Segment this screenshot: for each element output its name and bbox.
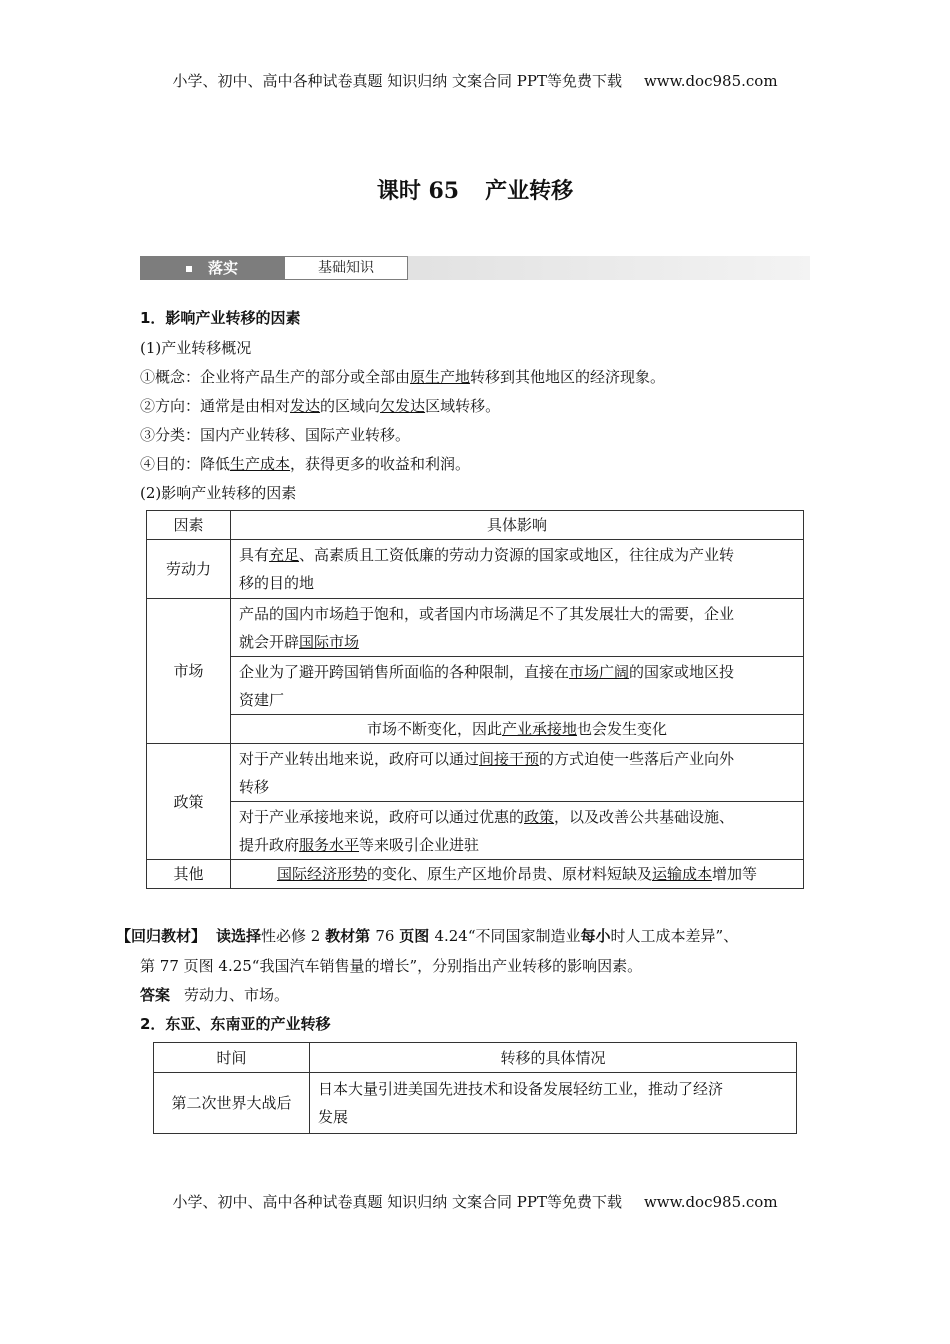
page-header <box>0 70 950 91</box>
concept-line: ①概念：企业将产品生产的部分或全部由原生产地转移到其他地区的经济现象。 <box>140 368 666 386</box>
time-cell: 第二次世界大战后 <box>154 1073 310 1134</box>
header-cell: 时间 <box>154 1043 310 1073</box>
recall-textbook-line-2: 第 77 页图 4.25“我国汽车销售量的增长”，分别指出产业转移的影响因素。 <box>140 957 643 975</box>
table-row <box>147 860 804 889</box>
subheading-2: (2)影响产业转移的因素 <box>140 484 297 502</box>
footer-text: 小学、初中、高中各种试卷真题 知识归纳 文案合同 PPT等免费下载 <box>172 1193 622 1211</box>
factor-cell: 市场 <box>147 599 231 744</box>
banner-light: 基础知识 <box>284 256 408 280</box>
classification-line: ③分类：国内产业转移、国际产业转移。 <box>140 426 411 444</box>
header-url[interactable]: www.doc985.com <box>643 72 778 90</box>
header-text: 小学、初中、高中各种试卷真题 知识归纳 文案合同 PPT等免费下载 <box>172 72 622 90</box>
section-2-heading: 2．东亚、东南亚的产业转移 <box>140 1015 331 1033</box>
transfer-table <box>153 1042 797 1134</box>
header-cell: 具体影响 <box>231 511 804 540</box>
footer-url[interactable]: www.doc985.com <box>643 1193 778 1211</box>
header-cell: 转移的具体情况 <box>310 1043 797 1073</box>
table-row <box>154 1073 797 1134</box>
impact-cell: 具有充足、高素质且工资低廉的劳动力资源的国家或地区，往往成为产业转 移的目的地 <box>231 540 804 599</box>
answer-line: 答案 劳动力、市场。 <box>140 986 290 1004</box>
subheading-1: (1)产业转移概况 <box>140 339 252 357</box>
detail-cell: 日本大量引进美国先进技术和设备发展轻纺工业，推动了经济 发展 <box>310 1073 797 1134</box>
factor-cell: 劳动力 <box>147 540 231 599</box>
section-banner <box>140 256 810 280</box>
lesson-number: 课时 65 <box>376 178 460 204</box>
purpose-line: ④目的：降低生产成本，获得更多的收益和利润。 <box>140 455 471 473</box>
table-header-row <box>154 1043 797 1073</box>
impact-cell: 对于产业承接地来说，政府可以通过优惠的政策，以及改善公共基础设施、 提升政府服务水平等来吸引企业进驻 <box>231 802 804 860</box>
table-row <box>147 744 804 802</box>
page-title <box>0 174 950 205</box>
table-row <box>147 715 804 744</box>
section-1-heading: 1．影响产业转移的因素 <box>140 309 301 327</box>
square-icon <box>186 266 192 272</box>
recall-textbook-line-1: 【回归教材】 读选择性必修 2 教材第 76 页图 4.24“不同国家制造业每小时人工成本差异”、 <box>116 927 739 945</box>
table-header-row <box>147 511 804 540</box>
impact-cell: 市场不断变化，因此产业承接地也会发生变化 <box>231 715 804 744</box>
lesson-name: 产业转移 <box>485 179 574 204</box>
banner-dark-label: 落实 <box>207 259 238 277</box>
impact-cell: 企业为了避开跨国销售所面临的各种限制，直接在市场广阔的国家或地区投 资建厂 <box>231 657 804 715</box>
impact-cell: 国际经济形势的变化、原生产区地价昂贵、原材料短缺及运输成本增加等 <box>231 860 804 889</box>
impact-cell: 产品的国内市场趋于饱和，或者国内市场满足不了其发展壮大的需要，企业 就会开辟国际市场 <box>231 599 804 657</box>
table-row <box>147 540 804 599</box>
page-footer <box>0 1191 950 1212</box>
table-row <box>147 657 804 715</box>
factor-cell: 政策 <box>147 744 231 860</box>
table-row <box>147 599 804 657</box>
table-row <box>147 802 804 860</box>
factor-cell: 其他 <box>147 860 231 889</box>
header-cell: 因素 <box>147 511 231 540</box>
impact-cell: 对于产业转出地来说，政府可以通过间接干预的方式迫使一些落后产业向外 转移 <box>231 744 804 802</box>
banner-dark <box>140 256 284 280</box>
direction-line: ②方向：通常是由相对发达的区域向欠发达区域转移。 <box>140 397 501 415</box>
factors-table <box>146 510 804 889</box>
